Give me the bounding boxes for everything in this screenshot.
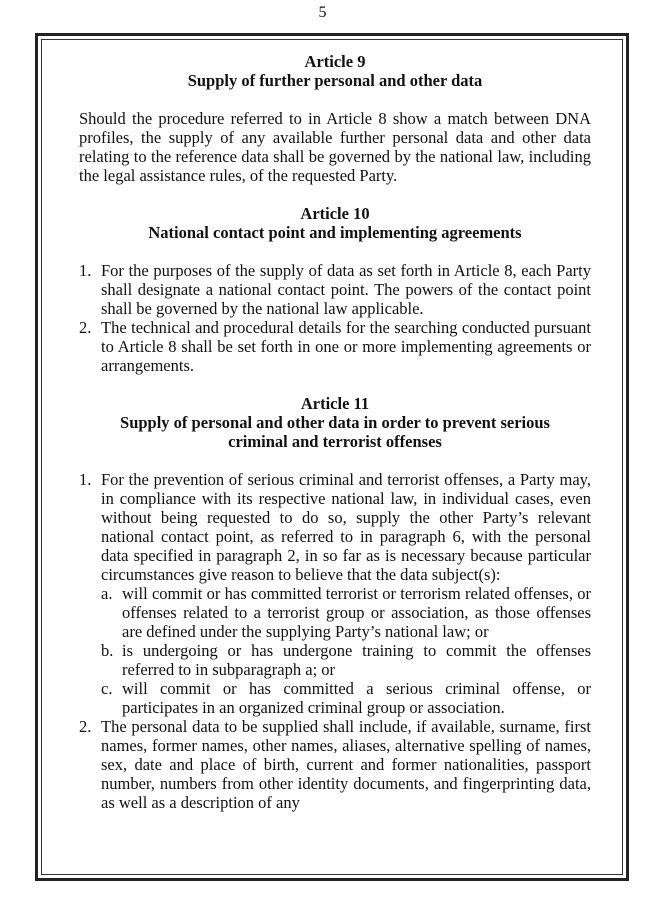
sub-list-item <box>101 584 591 641</box>
list-number: 2. <box>79 717 92 736</box>
list-text: For the purposes of the supply of data as set forth in Article 8, each Party shall designate a national contact point. The powers of the contact point shall be governed by the national law applicable. <box>101 261 591 318</box>
article-subtitle: criminal and terrorist offenses <box>228 432 442 451</box>
list-item <box>79 261 591 318</box>
list-text: The personal data to be supplied shall include, if available, surname, first names, former names, other names, aliases, alternative spelling of names, sex, date and place of birth, current and former nationalities, passport number, numbers from other identity documents, and fingerprinting data, as well as a description of any <box>101 717 591 812</box>
article-paragraph: Should the procedure referred to in Article 8 show a match between DNA profiles, the supply of any available further personal data and other data relating to the reference data shall be governed by the national law, including the legal assistance rules, of the requested Party. <box>79 109 591 185</box>
article-9 <box>79 52 591 185</box>
list-number: 1. <box>79 261 92 280</box>
article-title: Article 11 <box>300 394 370 413</box>
page-border-inner <box>41 39 623 875</box>
article-10 <box>79 204 591 375</box>
article-subtitle: Supply of further personal and other data <box>187 71 483 90</box>
sub-list-text: will commit or has committed terrorist or terrorism related offenses, or offenses related to a terrorist group or association, as those offenses are defined under the supplying Party’s national law; or <box>122 584 591 641</box>
article-subtitle: Supply of personal and other data in order to prevent serious <box>120 413 550 432</box>
sub-list-letter: b. <box>101 641 114 660</box>
document-body <box>79 52 591 812</box>
article-subtitle: National contact point and implementing agreements <box>148 223 522 242</box>
sub-list-letter: a. <box>101 584 113 603</box>
list-item <box>79 470 591 717</box>
article-11 <box>79 394 591 812</box>
article-title: Article 9 <box>304 52 366 71</box>
page-border <box>35 33 629 881</box>
sub-list-letter: c. <box>101 679 113 698</box>
page-number: 5 <box>318 4 327 21</box>
list-text: For the prevention of serious criminal and terrorist offenses, a Party may, in compliance with its respective national law, in individual cases, even without being requested to do so, supply the other Party’s relevant national contact point, as referred to in paragraph 6, with the personal data specified in paragraph 2, in so far as is necessary because particular circumstances give reason to believe that the data subject(s): <box>101 470 591 584</box>
sub-list-item <box>101 679 591 717</box>
sub-list-text: is undergoing or has undergone training to commit the offenses referred to in subparagraph a; or <box>122 641 591 679</box>
list-number: 1. <box>79 470 92 489</box>
list-number: 2. <box>79 318 92 337</box>
article-title: Article 10 <box>300 204 370 223</box>
list-item <box>79 717 591 812</box>
numbered-list <box>79 470 591 812</box>
numbered-list <box>79 261 591 375</box>
list-text: The technical and procedural details for the searching conducted pursuant to Article 8 shall be set forth in one or more implementing agreements or arrangements. <box>101 318 591 375</box>
list-item <box>79 318 591 375</box>
sub-list-text: will commit or has committed a serious criminal offense, or participates in an organized criminal group or association. <box>122 679 591 717</box>
sub-list-item <box>101 641 591 679</box>
